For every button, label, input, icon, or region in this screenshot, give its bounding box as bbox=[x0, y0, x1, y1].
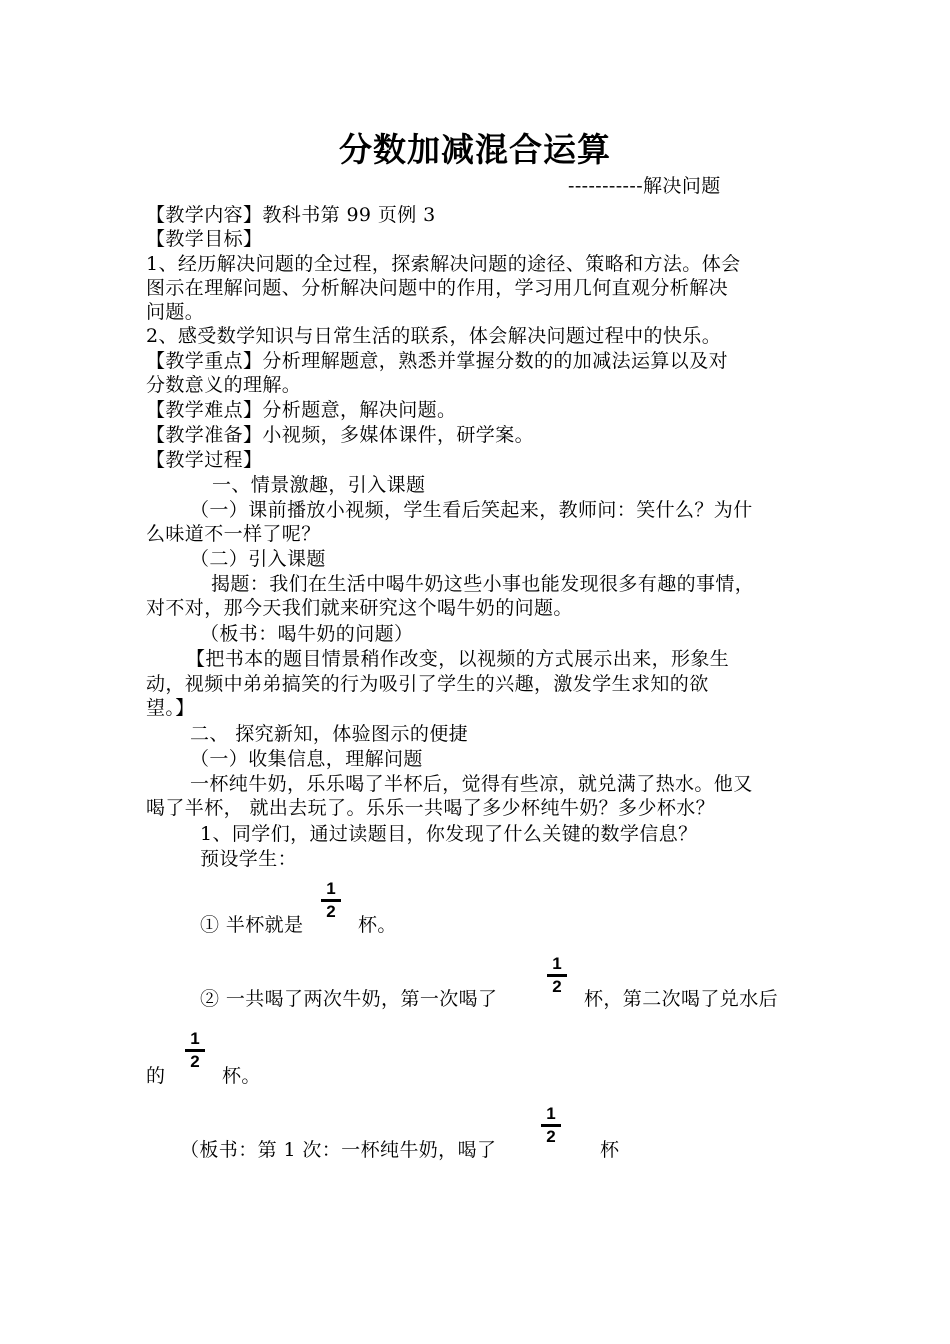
fraction-denominator: 2 bbox=[190, 1052, 200, 1071]
fraction-denominator: 2 bbox=[326, 902, 336, 921]
line-board-1: （板书：喝牛奶的问题） bbox=[200, 623, 414, 645]
board-line-text: （板书：第 1 次：一杯纯牛奶，喝了 bbox=[180, 1139, 497, 1161]
document-subtitle: -----------解决问题 bbox=[568, 175, 721, 197]
board-line-suffix: 杯 bbox=[600, 1139, 620, 1161]
line-goal-2: 2、感受数学知识与日常生活的联系，体会解决问题过程中的快乐。 bbox=[146, 325, 722, 347]
line-key-point-b: 分数意义的理解。 bbox=[146, 374, 302, 396]
fraction-numerator: 1 bbox=[552, 954, 562, 973]
item-2-continuation: 的 bbox=[146, 1065, 166, 1087]
line-difficulty: 【教学难点】分析题意，解决问题。 bbox=[146, 399, 457, 421]
line-question-1: 1、同学们，通过读题目，你发现了什么关键的数学信息？ bbox=[200, 823, 698, 845]
line-preset-students: 预设学生： bbox=[200, 848, 298, 870]
line-teaching-goals-heading: 【教学目标】 bbox=[146, 228, 263, 250]
fraction-one-half bbox=[540, 1104, 562, 1147]
fraction-one-half bbox=[546, 954, 568, 997]
line-process-heading: 【教学过程】 bbox=[146, 449, 263, 471]
line-goal-1c: 问题。 bbox=[146, 301, 205, 323]
line-note-c: 望。】 bbox=[146, 697, 195, 719]
line-note-b: 动，视频中弟弟搞笑的行为吸引了学生的兴趣，激发学生求知的欲 bbox=[146, 673, 709, 695]
line-teaching-content: 【教学内容】教科书第 99 页例 3 bbox=[146, 204, 436, 226]
line-problem-b: 喝了半杯， 就出去玩了。乐乐一共喝了多少杯纯牛奶？多少杯水？ bbox=[146, 797, 716, 819]
item-2-continuation-suffix: 杯。 bbox=[222, 1065, 261, 1087]
item-1-text: ① 半杯就是 bbox=[200, 914, 304, 936]
fraction-denominator: 2 bbox=[552, 977, 562, 996]
fraction-numerator: 1 bbox=[546, 1104, 556, 1123]
line-reveal-b: 对不对，那今天我们就来研究这个喝牛奶的问题。 bbox=[146, 597, 573, 619]
line-part-1a: （一）课前播放小视频，学生看后笑起来，教师问：笑什么？为什 bbox=[190, 499, 753, 521]
document-title: 分数加减混合运算 bbox=[339, 130, 611, 169]
item-2-suffix: 杯，第二次喝了兑水后 bbox=[584, 988, 779, 1010]
line-section-1: 一、情景激趣，引入课题 bbox=[212, 474, 426, 496]
line-goal-1b: 图示在理解问题、分析解决问题中的作用，学习用几何直观分析解决 bbox=[146, 277, 729, 299]
line-part-1b: 么味道不一样了呢？ bbox=[146, 523, 321, 545]
line-key-point-a: 【教学重点】分析理解题意，熟悉并掌握分数的的加减法运算以及对 bbox=[146, 350, 729, 372]
line-section-2-part-1: （一）收集信息，理解问题 bbox=[190, 748, 423, 770]
fraction-denominator: 2 bbox=[546, 1127, 556, 1146]
fraction-numerator: 1 bbox=[326, 879, 336, 898]
fraction-numerator: 1 bbox=[190, 1029, 200, 1048]
fraction-one-half bbox=[320, 879, 342, 922]
line-note-a: 【把书本的题目情景稍作改变，以视频的方式展示出来，形象生 bbox=[186, 648, 730, 670]
item-2-text: ② 一共喝了两次牛奶，第一次喝了 bbox=[200, 988, 498, 1010]
line-part-2: （二）引入课题 bbox=[190, 548, 326, 570]
line-section-2: 二、 探究新知，体验图示的便捷 bbox=[190, 723, 469, 745]
line-preparation: 【教学准备】小视频，多媒体课件，研学案。 bbox=[146, 424, 535, 446]
line-reveal-a: 揭题：我们在生活中喝牛奶这些小事也能发现很多有趣的事情， bbox=[211, 573, 755, 595]
item-1-suffix: 杯。 bbox=[358, 914, 397, 936]
fraction-one-half bbox=[184, 1029, 206, 1072]
line-goal-1a: 1、经历解决问题的全过程，探索解决问题的途径、策略和方法。体会 bbox=[146, 253, 741, 275]
line-problem-a: 一杯纯牛奶，乐乐喝了半杯后，觉得有些凉，就兑满了热水。他又 bbox=[190, 773, 753, 795]
